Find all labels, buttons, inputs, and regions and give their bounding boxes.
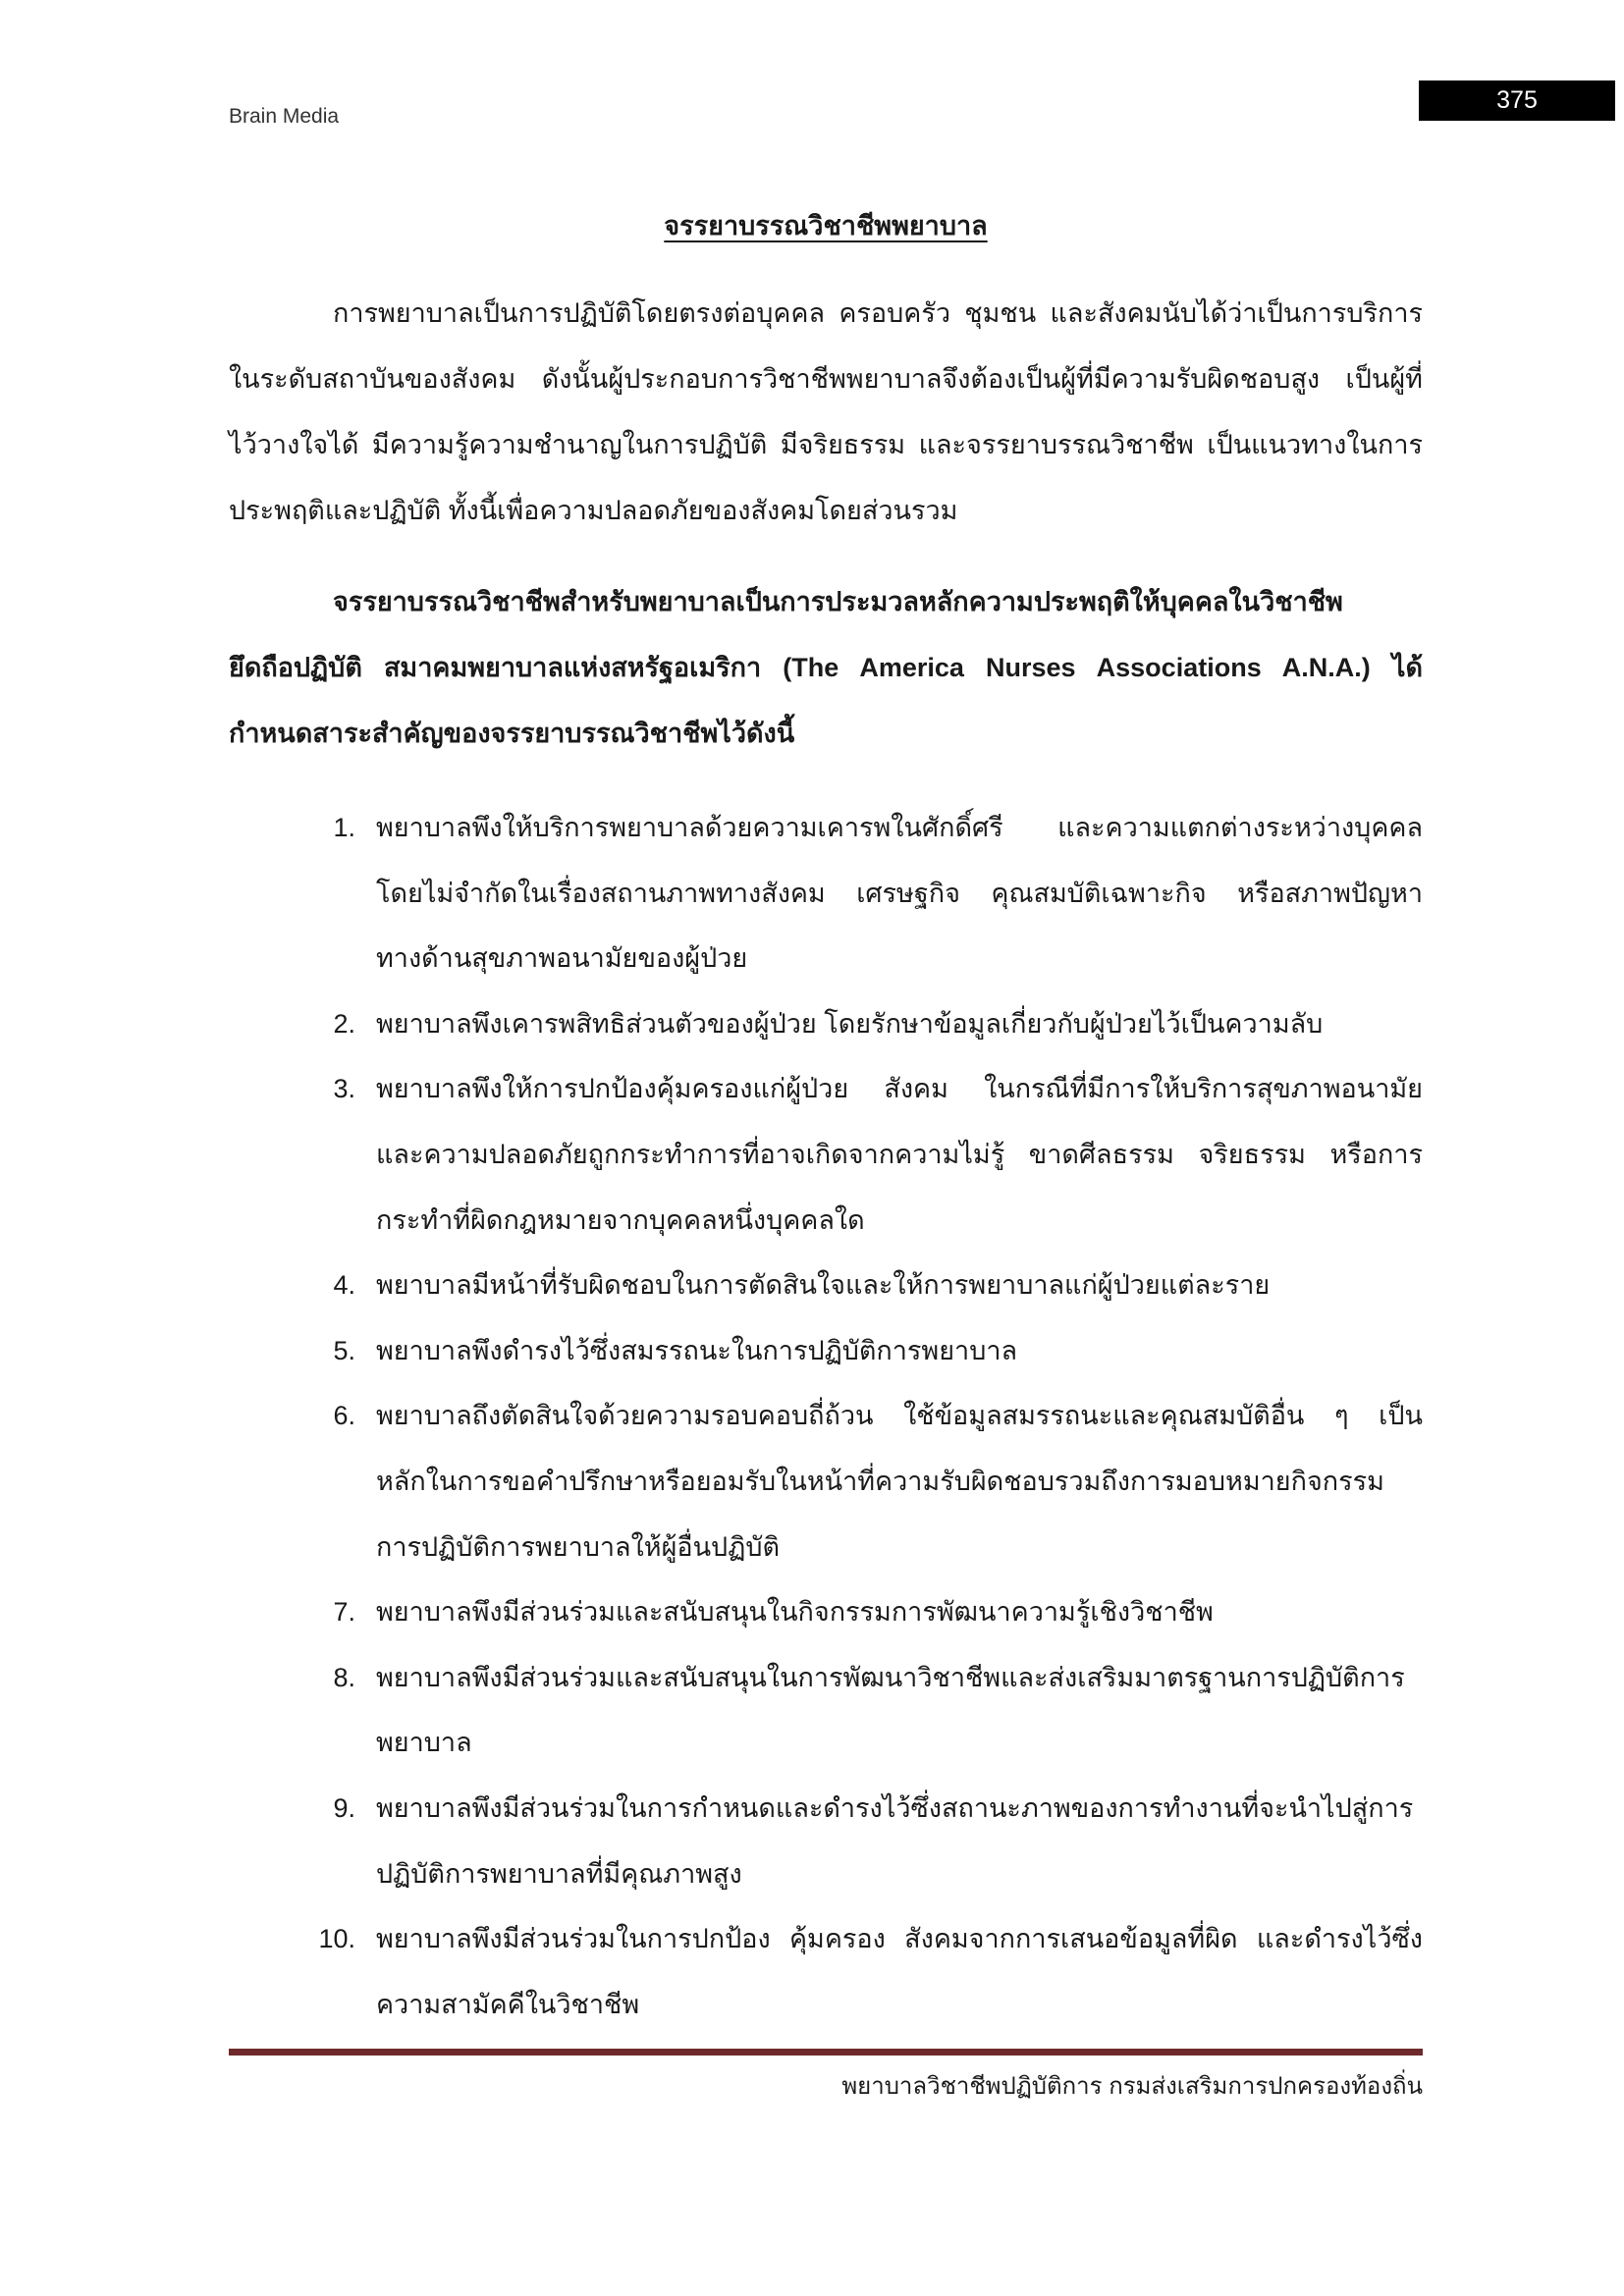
paragraph-line: การพยาบาลเป็นการปฏิบัติโดยตรงต่อบุคคล ครอบครัว ชุมชน และสังคมนับได้ว่าเป็นการบริการ [333,298,1423,328]
list-item-number: 10. [318,1924,355,1954]
list-item [229,1253,1423,1318]
list-item-text [376,1776,1423,1906]
list-item-line: พยาบาลพึงมีส่วนร่วมและสนับสนุนในกิจกรรมการพัฒนาความรู้เชิงวิชาชีพ [376,1597,1214,1628]
list-item-number: 6. [333,1401,355,1431]
list-item-line: พยาบาลพึงให้บริการพยาบาลด้วยความเคารพในศักดิ์ศรี และความแตกต่างระหว่างบุคคล [376,813,1423,842]
list-item-line: พยาบาลพึงมีส่วนร่วมในการกำหนดและดำรงไว้ซึ่งสถานะภาพของการทำงานที่จะนำไปสู่การ [376,1792,1414,1823]
list-item-number: 3. [333,1074,355,1104]
list-item [229,1579,1423,1645]
list-item-line: พยาบาลพึงมีส่วนร่วมในการปกป้อง คุ้มครอง สังคมจากการเสนอข้อมูลที่ผิด และดำรงไว้ซึ่ง [376,1924,1423,1954]
footer-divider [229,2049,1423,2056]
list-item-text [376,1253,1423,1318]
list-item-text [376,1056,1423,1253]
intro-paragraph [229,281,1423,544]
page-number: 375 [1496,86,1538,114]
running-header-brand: Brain Media [229,105,340,128]
paragraph-line: ยึดถือปฏิบัติ สมาคมพยาบาลแห่งสหรัฐอเมริกา (The America Nurses Associations A.N.A.) ได้ [229,653,1423,682]
list-item-line: ความสามัคคีในวิชาชีพ [376,1989,640,2019]
list-item-text [376,991,1423,1057]
list-item-number: 9. [333,1792,355,1823]
list-item-line: พยาบาล [376,1728,472,1758]
list-item-line: ปฏิบัติการพยาบาลที่มีคุณภาพสูง [376,1858,742,1889]
list-item [229,1383,1423,1579]
list-item-text [376,1318,1423,1384]
list-item-line: กระทำที่ผิดกฎหมายจากบุคคลหนึ่งบุคคลใด [376,1204,865,1235]
list-item-text [376,1383,1423,1579]
paragraph-line: ประพฤติและปฏิบัติ ทั้งนี้เพื่อความปลอดภัยของสังคมโดยส่วนรวม [229,496,958,525]
list-item-line: พยาบาลพึงมีส่วนร่วมและสนับสนุนในการพัฒนาวิชาชีพและส่งเสริมมาตรฐานการปฏิบัติการ [376,1662,1405,1692]
list-item-line: การปฏิบัติการพยาบาลให้ผู้อื่นปฏิบัติ [376,1531,780,1562]
list-item [229,1056,1423,1253]
list-item-text [376,1579,1423,1645]
list-item-number: 4. [333,1270,355,1301]
list-item-line: พยาบาลถึงตัดสินใจด้วยความรอบคอบถี่ถ้วน ใช้ข้อมูลสมรรถนะและคุณสมบัติอื่น ๆ เป็น [376,1401,1423,1431]
list-item-number: 8. [333,1662,355,1692]
list-item [229,795,1423,991]
main-content [229,193,1423,2037]
list-item-line: หลักในการขอคำปรึกษาหรือยอมรับในหน้าที่ความรับผิดชอบรวมถึงการมอบหมายกิจกรรม [376,1466,1384,1496]
paragraph-line: กำหนดสาระสำคัญของจรรยาบรรณวิชาชีพไว้ดังนี้ [229,719,795,748]
list-item-line: พยาบาลพึงให้การปกป้องคุ้มครองแก่ผู้ป่วย สังคม ในกรณีที่มีการให้บริการสุขภาพอนามัย [376,1074,1423,1104]
list-item-line: และความปลอดภัยถูกกระทำการที่อาจเกิดจากความไม่รู้ ขาดศีลธรรม จริยธรรม หรือการ [376,1139,1423,1169]
list-item-text [376,1906,1423,2037]
paragraph-line: ในระดับสถาบันของสังคม ดังนั้นผู้ประกอบการวิชาชีพพยาบาลจึงต้องเป็นผู้ที่มีความรับผิดชอบสูง เป็นผู้ที่ [229,364,1423,394]
list-item-line: พยาบาลมีหน้าที่รับผิดชอบในการตัดสินใจและให้การพยาบาลแก่ผู้ป่วยแต่ละราย [376,1270,1271,1301]
paragraph-line: ไว้วางใจได้ มีความรู้ความชำนาญในการปฏิบัติ มีจริยธรรม และจรรยาบรรณวิชาชีพ เป็นแนวทางในการ [229,430,1423,459]
page-title: จรรยาบรรณวิชาชีพพยาบาล [664,211,988,240]
list-item-line: พยาบาลพึงเคารพสิทธิส่วนตัวของผู้ป่วย โดยรักษาข้อมูลเกี่ยวกับผู้ป่วยไว้เป็นความลับ [376,1008,1324,1039]
list-item [229,1776,1423,1906]
list-item-line: โดยไม่จำกัดในเรื่องสถานภาพทางสังคม เศรษฐกิจ คุณสมบัติเฉพาะกิจ หรือสภาพปัญหา [376,878,1423,908]
list-item [229,991,1423,1057]
list-item-number: 1. [333,813,355,842]
running-footer: พยาบาลวิชาชีพปฏิบัติการ กรมส่งเสริมการปกครองท้องถิ่น [841,2073,1423,2100]
code-of-ethics-list [229,795,1423,2037]
list-item-number: 7. [333,1597,355,1628]
list-item-text [376,795,1423,991]
list-item-number: 2. [333,1008,355,1039]
list-item-line: พยาบาลพึงดำรงไว้ซึ่งสมรรถนะในการปฏิบัติการพยาบาล [376,1335,1018,1365]
list-item [229,1318,1423,1384]
paragraph-line: จรรยาบรรณวิชาชีพสำหรับพยาบาลเป็นการประมวลหลักความประพฤติให้บุคคลในวิชาชีพ [333,587,1343,616]
list-item-number: 5. [333,1335,355,1365]
page-number-badge [1419,80,1615,121]
list-item [229,1645,1423,1776]
list-item-text [376,1645,1423,1776]
list-item [229,1906,1423,2037]
principle-paragraph [229,569,1423,767]
list-item-line: ทางด้านสุขภาพอนามัยของผู้ป่วย [376,943,748,974]
